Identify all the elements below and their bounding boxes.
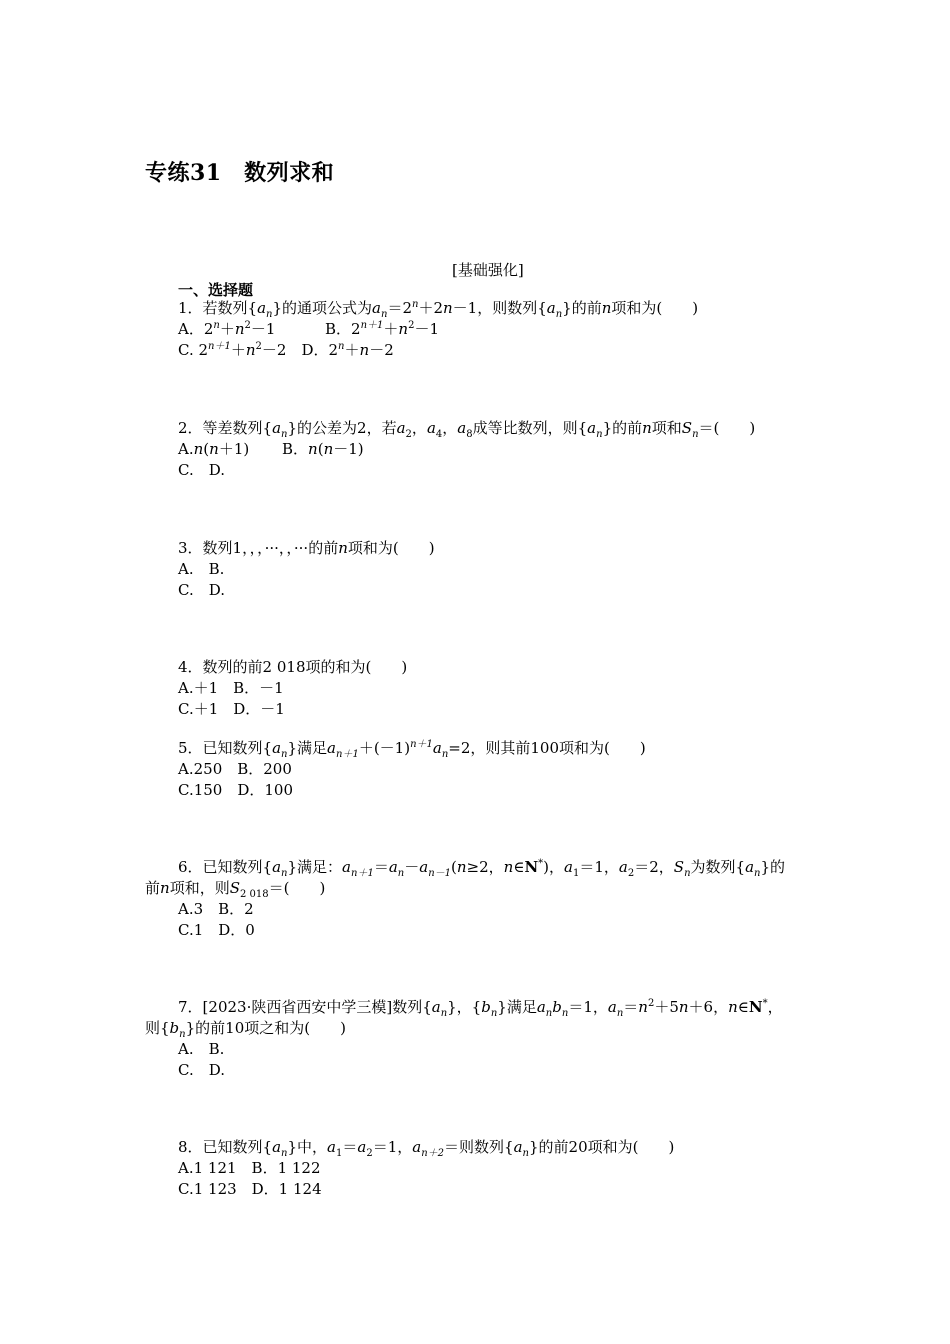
question-6-options-cd: C.1 D．0: [178, 921, 255, 939]
question-7-options-ab: A. B.: [178, 1040, 225, 1058]
question-1-stem: 1．若数列$\{a_n\}$的通项公式为$a_n=2^n+2n-1$，则数列$\{a_n\}$的前n项和为( ): [178, 299, 699, 320]
question-8-options-ab: A.1 121 B．1 122: [178, 1159, 321, 1177]
question-6-stem: 6．已知数列$\{a_n\}$满足：$a_{n+1}=a_n-a_{n-1}(n\ge 2$，n∈N*)，$a_1=1$，$a_2=2$，$S_n$为数列$\{a_n\}$的: [178, 858, 786, 879]
question-8-stem: 8．已知数列$\{a_n\}$中，$a_1=a_2=1$，$a_{n+2}=$则数列$\{a_n\}$的前20项和为( ): [178, 1138, 675, 1159]
question-1-options-cd: C. $2^{n+1}+n^2-2$ D．$2^n+n-2$: [178, 341, 394, 359]
question-7-stem: 7．[2023·陕西省西安中学三模]数列$\{a_n\}$，$\{b_n\}$满足$a_nb_n=1$，$a_n=n^2+5n+6$，n∈N*，: [178, 998, 783, 1019]
question-4-stem: 4．数列的前2 018项的和为( ): [178, 658, 408, 676]
question-4-options-ab: A.＋1 B．－1: [178, 679, 284, 697]
question-3-options-ab: A. B.: [178, 560, 225, 578]
section-subtitle: [基础强化]: [452, 261, 524, 279]
question-2-option-b: B．n(n－1): [282, 440, 364, 458]
question-5-options-ab: A.250 B．200: [178, 760, 292, 778]
question-7-stem-line-2: 则$\{b_n\}$的前10项之和为( ): [145, 1019, 346, 1040]
question-2-option-a: A.n(n＋1): [178, 440, 250, 458]
question-6-options-ab: A.3 B．2: [178, 900, 254, 918]
question-2-stem: 2．等差数列$\{a_n\}$的公差为2，若$a_2$，$a_4$，$a_8$成等比数列，则$\{a_n\}$的前n项和$S_n=$( ): [178, 419, 756, 440]
question-3-stem: 3．数列1，，，···，，···的前n项和为( ): [178, 539, 435, 557]
question-5-stem: 5．已知数列$\{a_n\}$满足$a_{n+1}+(-1)^{n+1}a_n=2$，则其前100项和为( ): [178, 739, 646, 760]
question-5-options-cd: C.150 D．100: [178, 781, 293, 799]
question-1-option-b: B．$2^{n+1}+n^2-1$: [325, 320, 439, 338]
question-6-stem-line-2: 前n项和，则$S_{2 018}=$( ): [145, 879, 326, 900]
page-title: 专练31 数列求和: [145, 160, 335, 186]
question-2-options-cd: C. D.: [178, 461, 225, 479]
question-7-options-cd: C. D.: [178, 1061, 225, 1079]
question-8-options-cd: C.1 123 D．1 124: [178, 1180, 322, 1198]
question-4-options-cd: C.＋1 D．－1: [178, 700, 285, 718]
question-1-option-a: A．$2^n+n^2-1$: [178, 320, 276, 338]
section-heading: 一、选择题: [178, 281, 254, 299]
question-3-options-cd: C. D.: [178, 581, 225, 599]
